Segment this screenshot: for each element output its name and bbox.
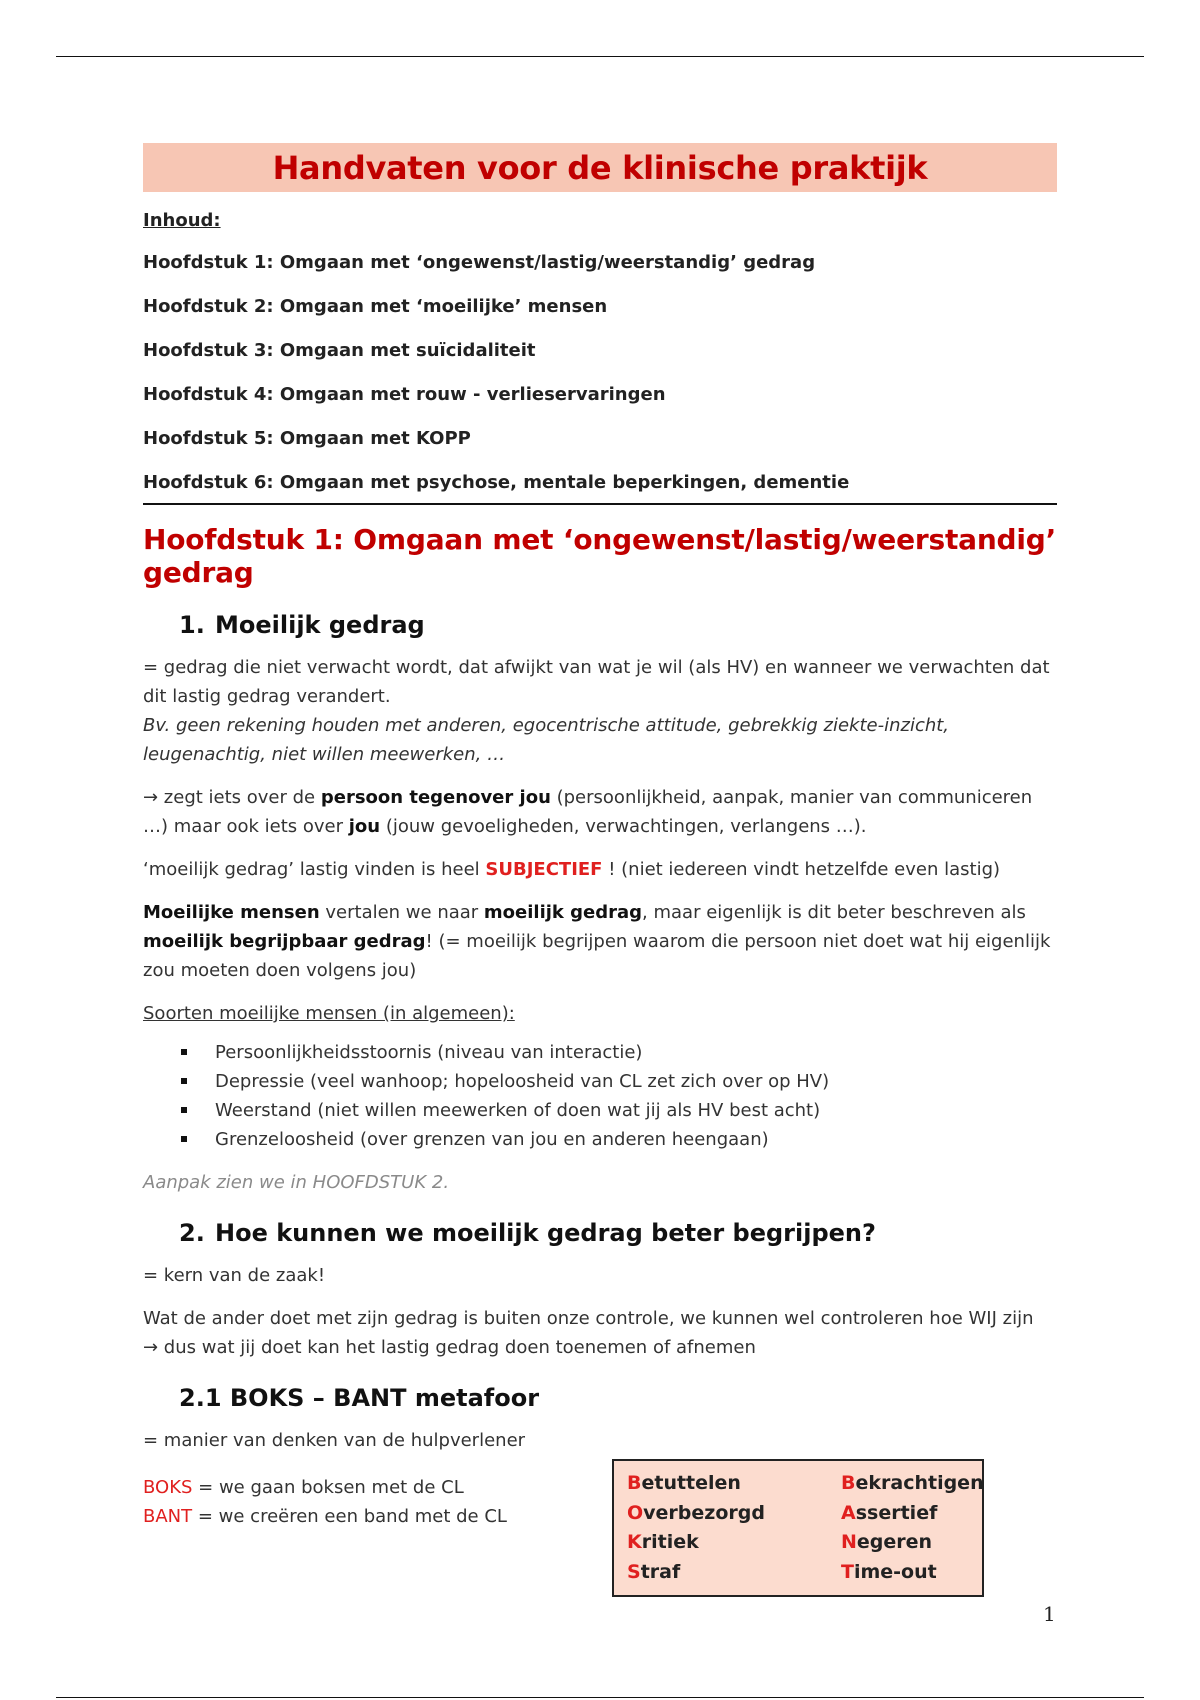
title-banner: [143, 143, 1057, 192]
definition-paragraph: [143, 653, 1057, 769]
list-item: Weerstand (niet willen meewerken of doen wat jij als HV best acht): [181, 1096, 1057, 1125]
boks-label: BOKS: [143, 1477, 193, 1498]
initial-letter: O: [627, 1501, 644, 1524]
boks-word: [627, 1558, 765, 1588]
types-list: [181, 1038, 1057, 1154]
subjective-paragraph: [143, 855, 1057, 884]
control-paragraph: [143, 1304, 1057, 1362]
toc-item[interactable]: Hoofdstuk 3: Omgaan met suïcidaliteit: [143, 340, 536, 361]
section-2-heading: [179, 1219, 1057, 1247]
bold-run: moeilijk gedrag: [483, 902, 643, 923]
toc-item[interactable]: Hoofdstuk 1: Omgaan met ‘ongewenst/lastig/weerstandig’ gedrag: [143, 252, 816, 273]
list-item: Grenzeloosheid (over grenzen van jou en anderen heengaan): [181, 1125, 1057, 1154]
text-run: (persoonlijkheid, aanpak, manier van communiceren …) maar ook iets over: [143, 787, 1033, 837]
toc-item[interactable]: Hoofdstuk 2: Omgaan met ‘moeilijke’ mensen: [143, 296, 608, 317]
word-rest: verbezorgd: [643, 1501, 765, 1524]
people-paragraph: [143, 898, 1057, 985]
word-rest: traf: [640, 1560, 681, 1583]
bant-word: [841, 1469, 984, 1499]
bant-column: [841, 1469, 984, 1587]
types-heading: Soorten moeilijke mensen (in algemeen):: [143, 1003, 515, 1024]
word-rest: ime-out: [853, 1560, 937, 1583]
toc-item[interactable]: Hoofdstuk 6: Omgaan met psychose, mentale beperkingen, dementie: [143, 472, 850, 493]
header-rule: [56, 56, 1144, 57]
text-run: Wat de ander doet met zijn gedrag is buiten onze controle, we kunnen wel controleren hoe WIJ zijn: [143, 1308, 1034, 1329]
boks-column: [627, 1469, 765, 1587]
boks-word: [627, 1469, 765, 1499]
word-rest: egeren: [856, 1531, 933, 1553]
toc-heading: Inhoud:: [143, 210, 221, 231]
metaphor-definition: = manier van denken van de hulpverlener: [143, 1430, 526, 1451]
bold-run: Moeilijke mensen: [143, 902, 320, 923]
bant-word: [841, 1499, 984, 1529]
initial-letter: B: [627, 1472, 642, 1494]
bant-label: BANT: [143, 1506, 193, 1527]
toc-divider: [143, 503, 1057, 505]
text-run: → dus wat jij doet kan het lastig gedrag doen toenemen of afnemen: [143, 1337, 756, 1358]
page-number: 1: [1043, 1602, 1056, 1626]
footer-rule: [56, 1697, 1144, 1698]
bant-line: [143, 1502, 507, 1531]
core-paragraph: = kern van de zaak!: [143, 1265, 326, 1286]
boks-text: = we gaan boksen met de CL: [192, 1477, 464, 1498]
initial-letter: A: [841, 1501, 856, 1524]
initial-letter: T: [841, 1560, 854, 1583]
text-run: ! (= moeilijk begrijpen waarom die persoon niet doet wat hij eigenlijk zou moeten doen volgens jou): [143, 931, 1051, 981]
initial-letter: N: [841, 1531, 857, 1553]
document-title: Handvaten voor de klinische praktijk: [272, 148, 928, 187]
boks-bant-legend: [143, 1473, 507, 1531]
text-run: ‘moeilijk gedrag’ lastig vinden is heel: [143, 859, 486, 880]
word-rest: ekrachtigen: [855, 1472, 984, 1494]
boks-word: [627, 1528, 765, 1558]
bold-run: jou: [348, 816, 381, 837]
list-item: Persoonlijkheidsstoornis (niveau van interactie): [181, 1038, 1057, 1067]
initial-letter: B: [841, 1472, 856, 1494]
word-rest: ssertief: [855, 1501, 938, 1524]
approach-note: Aanpak zien we in HOOFDSTUK 2.: [143, 1172, 450, 1193]
bant-text: = we creëren een band met de CL: [192, 1506, 507, 1527]
text-run: → zegt iets over de: [143, 787, 321, 808]
bold-run: moeilijk begrijpbaar gedrag: [143, 931, 426, 952]
bold-run: persoon tegenover jou: [320, 787, 551, 808]
example-text: Bv. geen rekening houden met anderen, egocentrische attitude, gebrekkig ziekte-inzicht, leugenachtig, niet willen meewerken, …: [143, 715, 950, 765]
definition-text: = gedrag die niet verwacht wordt, dat afwijkt van wat je wil (als HV) en wanneer we verwachten dat dit lastig gedrag verandert.: [143, 657, 1050, 707]
word-rest: etuttelen: [641, 1472, 741, 1494]
section-title: Hoe kunnen we moeilijk gedrag beter begrijpen?: [215, 1219, 876, 1247]
text-run: ! (niet iedereen vindt hetzelfde even lastig): [602, 859, 1001, 880]
toc-item[interactable]: Hoofdstuk 4: Omgaan met rouw - verlieservaringen: [143, 384, 666, 405]
boks-bant-block: [143, 1459, 1057, 1609]
section-number: 1.: [179, 611, 205, 639]
boks-word: [627, 1499, 765, 1529]
bant-word: [841, 1558, 984, 1588]
text-run: , maar eigenlijk is dit beter beschreven als: [642, 902, 1026, 923]
document-page: [143, 143, 1057, 1609]
section-number: 2.: [179, 1219, 205, 1247]
arrow-paragraph: [143, 783, 1057, 841]
toc-item[interactable]: Hoofdstuk 5: Omgaan met KOPP: [143, 428, 471, 449]
word-rest: ritiek: [641, 1531, 699, 1553]
chapter-1-title: Hoofdstuk 1: Omgaan met ‘ongewenst/lastig/weerstandig’ gedrag: [143, 523, 1057, 589]
initial-letter: S: [627, 1560, 641, 1583]
bant-word: [841, 1528, 984, 1558]
section-1-heading: [179, 611, 1057, 639]
boks-line: [143, 1473, 507, 1502]
text-run: (jouw gevoeligheden, verwachtingen, verlangens …).: [380, 816, 867, 837]
section-2-1-heading: 2.1 BOKS – BANT metafoor: [179, 1384, 540, 1412]
section-title: Moeilijk gedrag: [215, 611, 425, 639]
highlight-run: SUBJECTIEF: [485, 859, 603, 880]
table-of-contents: [143, 251, 1057, 495]
list-item: Depressie (veel wanhoop; hopeloosheid van CL zet zich over op HV): [181, 1067, 1057, 1096]
initial-letter: K: [627, 1531, 642, 1553]
text-run: vertalen we naar: [319, 902, 484, 923]
boks-bant-table: [612, 1459, 984, 1597]
